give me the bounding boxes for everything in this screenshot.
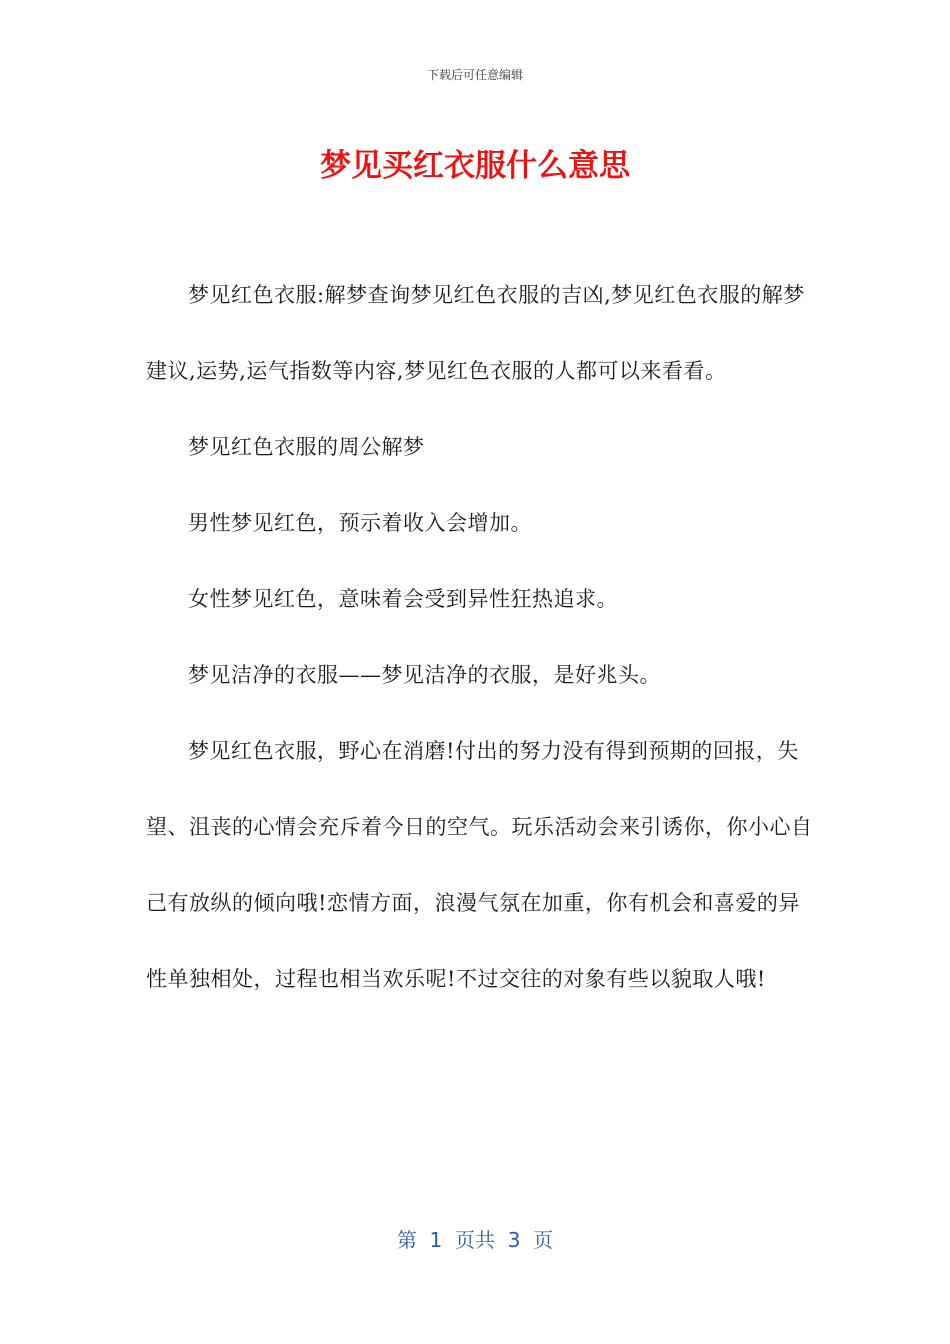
header-note: 下载后可任意编辑 — [426, 68, 523, 82]
page-number-footer: 第 1 页共 3 页 — [396, 1228, 554, 1252]
paragraph-intro: 梦见红色衣服:解梦查询梦见红色衣服的吉凶,梦见红色衣服的解梦建议,运势,运气指数等内容,梦见红色衣服的人都可以来看看。 — [146, 283, 805, 383]
document-body — [146, 257, 814, 1017]
paragraph-red-clothes: 梦见红色衣服，野心在消磨!付出的努力没有得到预期的回报，失望、沮丧的心情会充斥着今日的空气。玩乐活动会来引诱你，你小心自己有放纵的倾向哦!恋情方面，浪漫气氛在加重，你有机会和喜爱的异性单独相处，过程也相当欢乐呢!不过交往的对象有些以貌取人哦! — [146, 739, 813, 991]
paragraph-subheading: 梦见红色衣服的周公解梦 — [188, 435, 425, 459]
paragraph-female: 女性梦见红色，意味着会受到异性狂热追求。 — [188, 587, 618, 611]
document-title: 梦见买红衣服什么意思 — [320, 148, 630, 184]
paragraph-male: 男性梦见红色，预示着收入会增加。 — [188, 511, 532, 535]
paragraph-clean-clothes: 梦见洁净的衣服——梦见洁净的衣服，是好兆头。 — [188, 663, 661, 687]
